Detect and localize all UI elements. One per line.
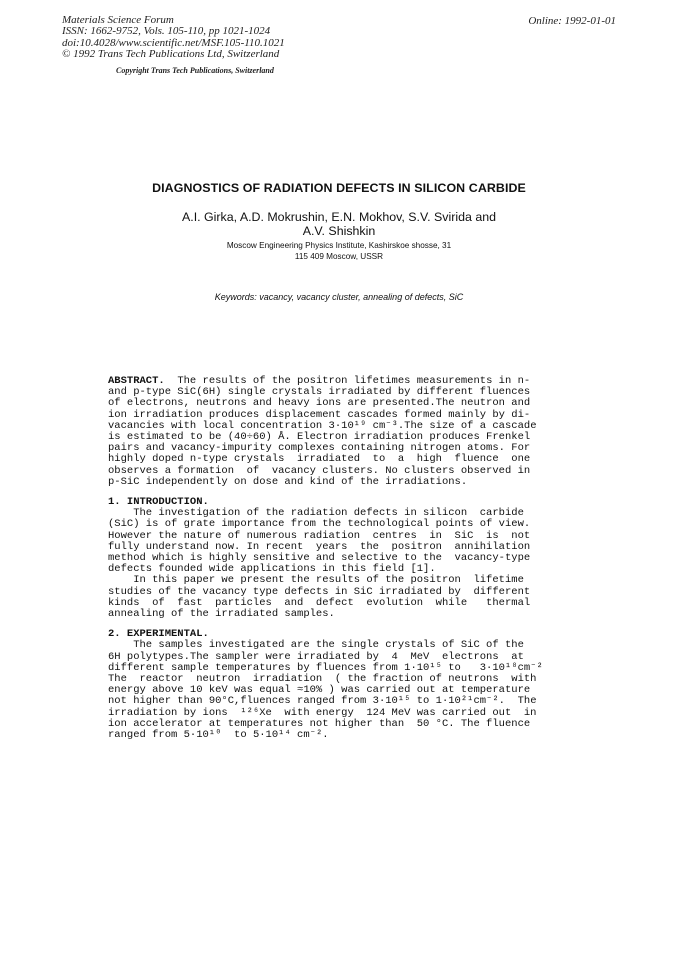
text-line: The reactor neutron irradiation ( the fraction of neutrons with bbox=[108, 673, 537, 686]
text-line: ranged from 5·10¹⁰ to 5·10¹⁴ cm⁻². bbox=[108, 729, 329, 742]
text-line: However the nature of numerous radiation centres in SiC is not bbox=[108, 529, 531, 542]
section-experimental bbox=[108, 629, 548, 741]
section-heading: 1. INTRODUCTION. bbox=[108, 496, 209, 509]
abstract-line: is estimated to be (40÷60) Å. Electron irradiation produces Frenkel bbox=[108, 431, 531, 444]
text-line: studies of the vacancy type defects in SiC irradiated by different bbox=[108, 585, 531, 598]
abstract-line: ABSTRACT. The results of the positron lifetimes measurements in n- bbox=[108, 375, 531, 387]
abstract-line: ion irradiation produces displacement cascades formed mainly by di- bbox=[108, 408, 531, 421]
text-line: not higher than 90°C,fluences ranged from 3·10¹⁵ to 1·10²¹cm⁻². The bbox=[108, 695, 537, 708]
affiliation-line: 115 409 Moscow, USSR bbox=[294, 252, 384, 261]
citation-block bbox=[62, 15, 285, 61]
issn-line: ISSN: 1662-9752, Vols. 105-110, pp 1021-1024 bbox=[62, 25, 271, 38]
text-line: (SiC) is of grate importance from the technological points of view. bbox=[108, 518, 531, 531]
section-heading: 2. EXPERIMENTAL. bbox=[108, 628, 209, 641]
text-line: ion accelerator at temperatures not higher than 50 °C. The fluence bbox=[108, 717, 531, 730]
abstract-line: of electrons, neutrons and heavy ions are presented.The neutron and bbox=[108, 397, 531, 410]
text-line: different sample temperatures by fluences from 1·10¹⁵ to 3·10¹⁸cm⁻² bbox=[108, 661, 543, 674]
affiliation-line: Moscow Engineering Physics Institute, Kashirskoe shosse, 31 bbox=[226, 241, 452, 250]
text-line: irradiation by ions ¹²⁶Xe with energy 124 MeV was carried out in bbox=[108, 706, 537, 719]
abstract bbox=[108, 376, 548, 488]
abstract-line: pairs and vacancy-impurity complexes containing nitrogen atoms. For bbox=[108, 442, 531, 455]
text-line: The samples investigated are the single crystals of SiC of the bbox=[108, 639, 524, 652]
text-line: The investigation of the radiation defects in silicon carbide bbox=[108, 507, 524, 520]
text-line: defects founded wide applications in this field [1]. bbox=[108, 563, 436, 576]
publisher-line: © 1992 Trans Tech Publications Ltd, Switzerland bbox=[62, 48, 280, 61]
abstract-line: highly doped n-type crystals irradiated to a high fluence one bbox=[108, 453, 531, 466]
keywords: Keywords: vacancy, vacancy cluster, annealing of defects, SiC bbox=[214, 292, 464, 302]
authors-line: A.I. Girka, A.D. Mokrushin, E.N. Mokhov, S.V. Svirida and bbox=[181, 210, 497, 224]
copyright-notice: Copyright Trans Tech Publications, Switzerland bbox=[116, 66, 274, 75]
text-line: method which is highly sensitive and selective to the vacancy-type bbox=[108, 552, 531, 565]
online-date: Online: 1992-01-01 bbox=[528, 15, 616, 27]
text-line: 6H polytypes.The sampler were irradiated by 4 MeV electrons at bbox=[108, 650, 524, 663]
paper-body bbox=[108, 376, 548, 741]
abstract-line: p-SiC independently on dose and kind of the irradiations. bbox=[108, 475, 468, 488]
affiliation bbox=[0, 240, 678, 262]
text-line: kinds of fast particles and defect evolution while thermal bbox=[108, 596, 531, 609]
author-list bbox=[0, 210, 678, 238]
abstract-label: ABSTRACT. bbox=[108, 375, 165, 387]
journal-name: Materials Science Forum bbox=[62, 14, 174, 26]
text-line: energy above 10 keV was equal ≈10% ) was carried out at temperature bbox=[108, 684, 531, 697]
text-line: annealing of the irradiated samples. bbox=[108, 608, 335, 621]
section-introduction bbox=[108, 497, 548, 620]
text-line: fully understand now. In recent years the positron annihilation bbox=[108, 540, 531, 553]
abstract-line: observes a formation of vacancy clusters. No clusters observed in bbox=[108, 464, 531, 477]
text-line: In this paper we present the results of the positron lifetime bbox=[108, 574, 524, 587]
abstract-line: and p-type SiC(6H) single crystals irradiated by different fluences bbox=[108, 386, 531, 399]
doi-line[interactable]: doi:10.4028/www.scientific.net/MSF.105-110.1021 bbox=[62, 36, 285, 49]
paper-title: DIAGNOSTICS OF RADIATION DEFECTS IN SILICON CARBIDE bbox=[152, 181, 526, 195]
authors-line: A.V. Shishkin bbox=[302, 224, 376, 238]
abstract-line: vacancies with local concentration 3·10¹⁹ cm⁻³.The size of a cascade bbox=[108, 419, 537, 432]
